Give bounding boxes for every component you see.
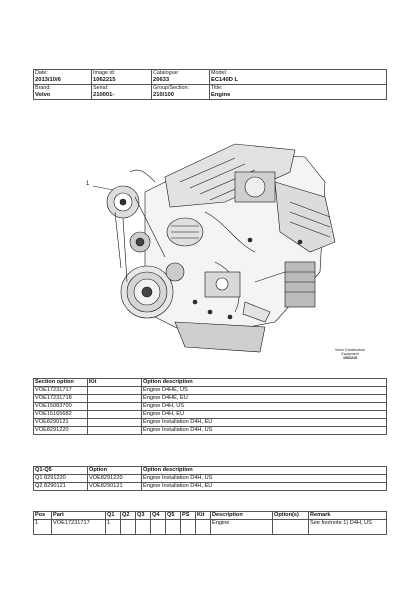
engine-illustration — [85, 122, 370, 367]
caption-id: 1062215 — [343, 356, 357, 361]
col-q1-q5: Q1-Q5 — [34, 467, 88, 475]
section-option-table — [33, 378, 387, 435]
cell-options — [273, 520, 309, 535]
cell-description: Engine — [211, 520, 273, 535]
cell: Engine Installation D4H, EU — [142, 419, 387, 427]
cell — [88, 427, 142, 435]
cell: VOE8290121 — [88, 483, 142, 491]
cell: VOE8291220 — [88, 475, 142, 483]
cell — [88, 411, 142, 419]
cell: Engine D4HE, US — [142, 387, 387, 395]
col-kit: Kit — [196, 512, 211, 520]
col-q1: Q1 — [106, 512, 121, 520]
col-option: Option — [88, 467, 142, 475]
cell-remark: See footnote 1) D4H, US — [309, 520, 387, 535]
caption-line-2: Equipment — [341, 352, 359, 357]
table-row — [34, 403, 387, 411]
cell: VOE15083700 — [34, 403, 88, 411]
cell: VOE8290121 — [34, 419, 88, 427]
cell-ps — [181, 520, 196, 535]
cell: Engine D4H, US — [142, 403, 387, 411]
header-table — [33, 69, 387, 100]
parts-table-header — [34, 512, 387, 520]
cell-q5 — [166, 520, 181, 535]
header-row-1 — [34, 70, 387, 85]
col-option-description: Option description — [142, 379, 387, 387]
cell-q1: 1 — [106, 520, 121, 535]
col-q5: Q5 — [166, 512, 181, 520]
q-option-table — [33, 466, 387, 491]
cell-q2 — [121, 520, 136, 535]
cell-q4 — [151, 520, 166, 535]
table-row — [34, 419, 387, 427]
col-kit: Kit — [88, 379, 142, 387]
cell: VOE17231718 — [34, 395, 88, 403]
parts-table — [33, 511, 387, 535]
table-row — [34, 395, 387, 403]
cell: Engine D4HE, EU — [142, 395, 387, 403]
col-option-description: Option description — [142, 467, 387, 475]
engine-drawing — [85, 122, 370, 367]
cell: Engine Installation D4H, US — [142, 427, 387, 435]
header-model: Model: EC140D L — [210, 70, 387, 85]
cell-kit — [196, 520, 211, 535]
cell — [88, 395, 142, 403]
cell: Engine Installation D4H, EU — [142, 483, 387, 491]
figure-caption — [325, 348, 375, 361]
header-catalogue: Catalogue: 20633 — [152, 70, 210, 85]
header-image-id: Image id: 1062215 — [92, 70, 152, 85]
header-brand: Brand: Volvo — [34, 85, 92, 100]
col-q3: Q3 — [136, 512, 151, 520]
cell — [88, 387, 142, 395]
col-q4: Q4 — [151, 512, 166, 520]
col-description: Description — [211, 512, 273, 520]
cell: Engine D4H, EU — [142, 411, 387, 419]
table-row — [34, 483, 387, 491]
cell: VOE17231717 — [34, 387, 88, 395]
col-section-option: Section option — [34, 379, 88, 387]
table-row — [34, 387, 387, 395]
table-row — [34, 520, 387, 535]
header-date: Date: 2013/10/6 — [34, 70, 92, 85]
header-serial: Serial: 210001- — [92, 85, 152, 100]
cell-q3 — [136, 520, 151, 535]
cell-part: VOE17231717 — [52, 520, 106, 535]
header-title: Title: Engine — [210, 85, 387, 100]
cell: Engine Installation D4H, US — [142, 475, 387, 483]
cell-pos: 1 — [34, 520, 52, 535]
col-remark: Remark — [309, 512, 387, 520]
col-pos: Pos — [34, 512, 52, 520]
cell: Q1 8291220 — [34, 475, 88, 483]
col-q2: Q2 — [121, 512, 136, 520]
header-row-2 — [34, 85, 387, 100]
cell — [88, 403, 142, 411]
caption-line-1: Volvo Construction — [335, 348, 365, 352]
callout-number: 1 — [86, 181, 90, 187]
section-table-header — [34, 379, 387, 387]
header-group-section: Group/Section: 210/100 — [152, 85, 210, 100]
cell — [88, 419, 142, 427]
col-options: Option(s) — [273, 512, 309, 520]
cell: VOE8291220 — [34, 427, 88, 435]
cell: VOE15165682 — [34, 411, 88, 419]
cell: Q2 8290121 — [34, 483, 88, 491]
table-row — [34, 411, 387, 419]
col-part: Part — [52, 512, 106, 520]
col-ps: PS — [181, 512, 196, 520]
q-table-header — [34, 467, 387, 475]
table-row — [34, 427, 387, 435]
table-row — [34, 475, 387, 483]
